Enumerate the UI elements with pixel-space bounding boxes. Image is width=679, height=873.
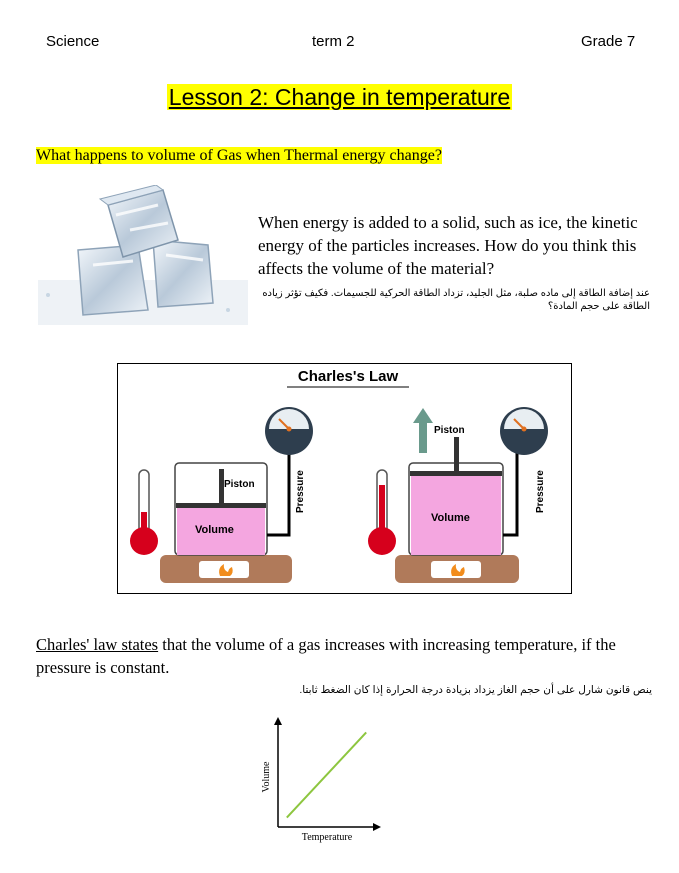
lesson-title bbox=[0, 84, 679, 111]
grade-label: Grade 7 bbox=[581, 33, 636, 50]
volume-temperature-chart bbox=[255, 715, 385, 845]
law-rest: that the volume of a gas increases with increasing temperature, if the pressure is constant. bbox=[36, 635, 616, 677]
term-label: term 2 bbox=[312, 33, 355, 50]
x-axis-arrow bbox=[373, 823, 381, 831]
right-piston-rod bbox=[454, 437, 459, 473]
intro-english: When energy is added to a solid, such as ice, the kinetic energy of the particles increases. How do you think this affects the volume of the material? bbox=[258, 213, 638, 278]
ice-cubes-image bbox=[38, 185, 248, 325]
question-text: What happens to volume of Gas when Thermal energy change? bbox=[36, 147, 442, 164]
law-term: Charles' law states bbox=[36, 635, 159, 654]
subject-label: Science bbox=[46, 33, 100, 50]
diagram-title: Charles's Law bbox=[297, 368, 399, 385]
question-line bbox=[36, 147, 442, 165]
right-volume-label: Volume bbox=[431, 512, 470, 524]
left-piston-label: Piston bbox=[224, 479, 255, 490]
law-english bbox=[36, 633, 656, 679]
law-arabic: ينص قانون شارل على أن حجم الغاز يزداد بزيادة درجة الحرارة إذا كان الضغط ثابتا. bbox=[299, 684, 652, 696]
lesson-title-text: Lesson 2: Change in temperature bbox=[168, 84, 511, 110]
x-axis-label: Temperature bbox=[301, 832, 353, 843]
series-line bbox=[287, 732, 366, 817]
y-axis-label: Volume bbox=[261, 761, 272, 793]
right-piston-label: Piston bbox=[434, 425, 465, 436]
intro-arabic: عند إضافة الطاقة إلى ماده صلبة، مثل الجليد، تزداد الطاقة الحركية للجسيمات. فكيف تؤثر زياده الطاقة على حجم المادة؟ bbox=[262, 288, 650, 312]
right-pressure-label: Pressure bbox=[535, 470, 546, 513]
left-volume-label: Volume bbox=[195, 524, 234, 536]
left-pressure-label: Pressure bbox=[295, 470, 306, 513]
y-axis-arrow bbox=[274, 717, 282, 725]
charles-law-diagram bbox=[117, 363, 572, 594]
